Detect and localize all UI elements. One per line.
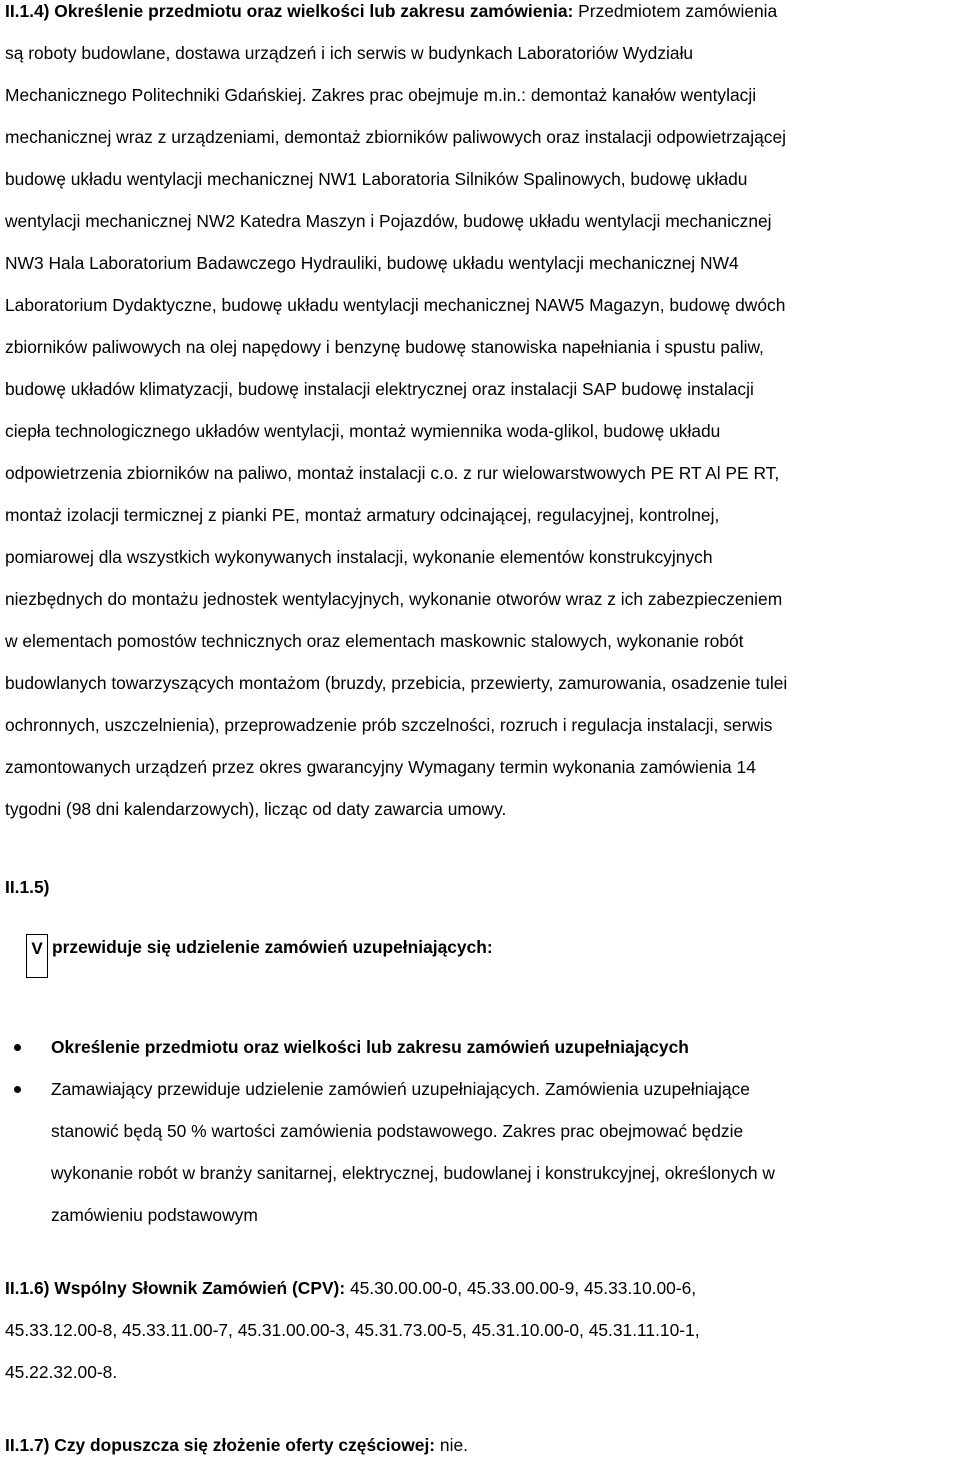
supplementary-orders-checkbox-label: przewiduje się udzielenie zamówień uzupełniających: — [52, 937, 493, 957]
section-ii-1-4-text: pomiarowej dla wszystkich wykonywanych instalacji, wykonanie elementów konstrukcyjnych — [5, 547, 713, 567]
list-item-text — [51, 1026, 956, 1068]
section-ii-1-4-text: budowę układu wentylacji mechanicznej NW1 Laboratoria Silników Spalinowych, budowę układu — [5, 169, 748, 189]
section-ii-1-4-text: Mechanicznego Politechniki Gdańskiej. Zakres prac obejmuje m.in.: demontaż kanałów wentylacji — [5, 85, 757, 105]
section-ii-1-4-text: zbiorników paliwowych na olej napędowy i benzynę budowę stanowiska napełniania i spustu paliw, — [5, 337, 764, 357]
section-ii-1-6 — [5, 1267, 957, 1393]
list-item-line: zamówieniu podstawowym — [51, 1205, 258, 1225]
section-ii-1-4-text: tygodni (98 dni kalendarzowych), licząc od daty zawarcia umowy. — [5, 799, 507, 819]
section-ii-1-4-label: II.1.4) Określenie przedmiotu oraz wielkości lub zakresu zamówienia: — [5, 1, 574, 21]
list-item-line: wykonanie robót w branży sanitarnej, elektrycznej, budowlanej i konstrukcyjnej, określonych w — [51, 1163, 775, 1183]
section-ii-1-4-text: niezbędnych do montażu jednostek wentylacyjnych, wykonanie otworów wraz z ich zabezpieczeniem — [5, 589, 783, 609]
list-item-text — [51, 1068, 956, 1236]
section-ii-1-4-text: montaż izolacji termicznej z pianki PE, montaż armatury odcinającej, regulacyjnej, kontrolnej, — [5, 505, 720, 525]
section-ii-1-6-label: II.1.6) Wspólny Słownik Zamówień (CPV): — [5, 1278, 346, 1298]
cpv-codes: 45.33.12.00-8, 45.33.11.00-7, 45.31.00.00-3, 45.31.73.00-5, 45.31.10.00-0, 45.31.11.10-1, — [5, 1320, 700, 1340]
supplementary-orders-checkbox[interactable]: V — [26, 934, 48, 978]
section-ii-1-4-text: zamontowanych urządzeń przez okres gwarancyjny Wymagany termin wykonania zamówienia 14 — [5, 757, 756, 777]
supplementary-orders-checkbox-row — [26, 934, 493, 984]
list-item-line: stanowić będą 50 % wartości zamówienia podstawowego. Zakres prac obejmować będzie — [51, 1121, 744, 1141]
section-ii-1-4-text: wentylacji mechanicznej NW2 Katedra Maszyn i Pojazdów, budowę układu wentylacji mechanicznej — [5, 211, 772, 231]
section-ii-1-4-text: mechanicznej wraz z urządzeniami, demontaż zbiorników paliwowych oraz instalacji odpowietrzającej — [5, 127, 786, 147]
section-ii-1-4-text: Laboratorium Dydaktyczne, budowę układu wentylacji mechanicznej NAW5 Magazyn, budowę dwóch — [5, 295, 786, 315]
partial-offer-value: nie. — [435, 1435, 468, 1455]
cpv-codes: 45.30.00.00-0, 45.33.00.00-9, 45.33.10.00-6, — [345, 1278, 697, 1298]
bullet-icon — [14, 1044, 21, 1051]
list-item-line: Zamawiający przewiduje udzielenie zamówień uzupełniających. Zamówienia uzupełniające — [51, 1079, 750, 1099]
section-ii-1-5-label: II.1.5) — [5, 877, 50, 897]
section-ii-1-4-text: ciepła technologicznego układów wentylacji, montaż wymiennika woda-glikol, budowę układu — [5, 421, 721, 441]
section-ii-1-4-text: odpowietrzenia zbiorników na paliwo, montaż instalacji c.o. z rur wielowarstwowych PE RT Al PE RT, — [5, 463, 780, 483]
section-ii-1-4-text: ochronnych, uszczelnienia), przeprowadzenie prób szczelności, rozruch i regulacja instalacji, serwis — [5, 715, 773, 735]
section-ii-1-4-text: NW3 Hala Laboratorium Badawczego Hydrauliki, budowę układu wentylacji mechanicznej NW4 — [5, 253, 739, 273]
section-ii-1-4-text: w elementach pomostów technicznych oraz elementach maskownic stalowych, wykonanie robót — [5, 631, 744, 651]
list-item-line: Określenie przedmiotu oraz wielkości lub zakresu zamówień uzupełniających — [51, 1037, 689, 1057]
section-ii-1-4-text: budowlanych towarzyszących montażom (bruzdy, przebicia, przewierty, zamurowania, osadzenie tulei — [5, 673, 788, 693]
section-ii-1-7-label: II.1.7) Czy dopuszcza się złożenie oferty częściowej: — [5, 1435, 436, 1455]
section-ii-1-4-text: są roboty budowlane, dostawa urządzeń i ich serwis w budynkach Laboratoriów Wydziału — [5, 43, 694, 63]
bullet-icon — [14, 1086, 21, 1093]
section-ii-1-4 — [5, 0, 957, 830]
section-ii-1-6-first-line — [5, 1267, 957, 1309]
section-ii-1-4-first-line — [5, 0, 957, 32]
section-ii-1-4-text: budowę układów klimatyzacji, budowę instalacji elektrycznej oraz instalacji SAP budowę instalacji — [5, 379, 754, 399]
section-ii-1-4-text: Przedmiotem zamówienia — [573, 1, 778, 21]
cpv-codes: 45.22.32.00-8. — [5, 1362, 118, 1382]
